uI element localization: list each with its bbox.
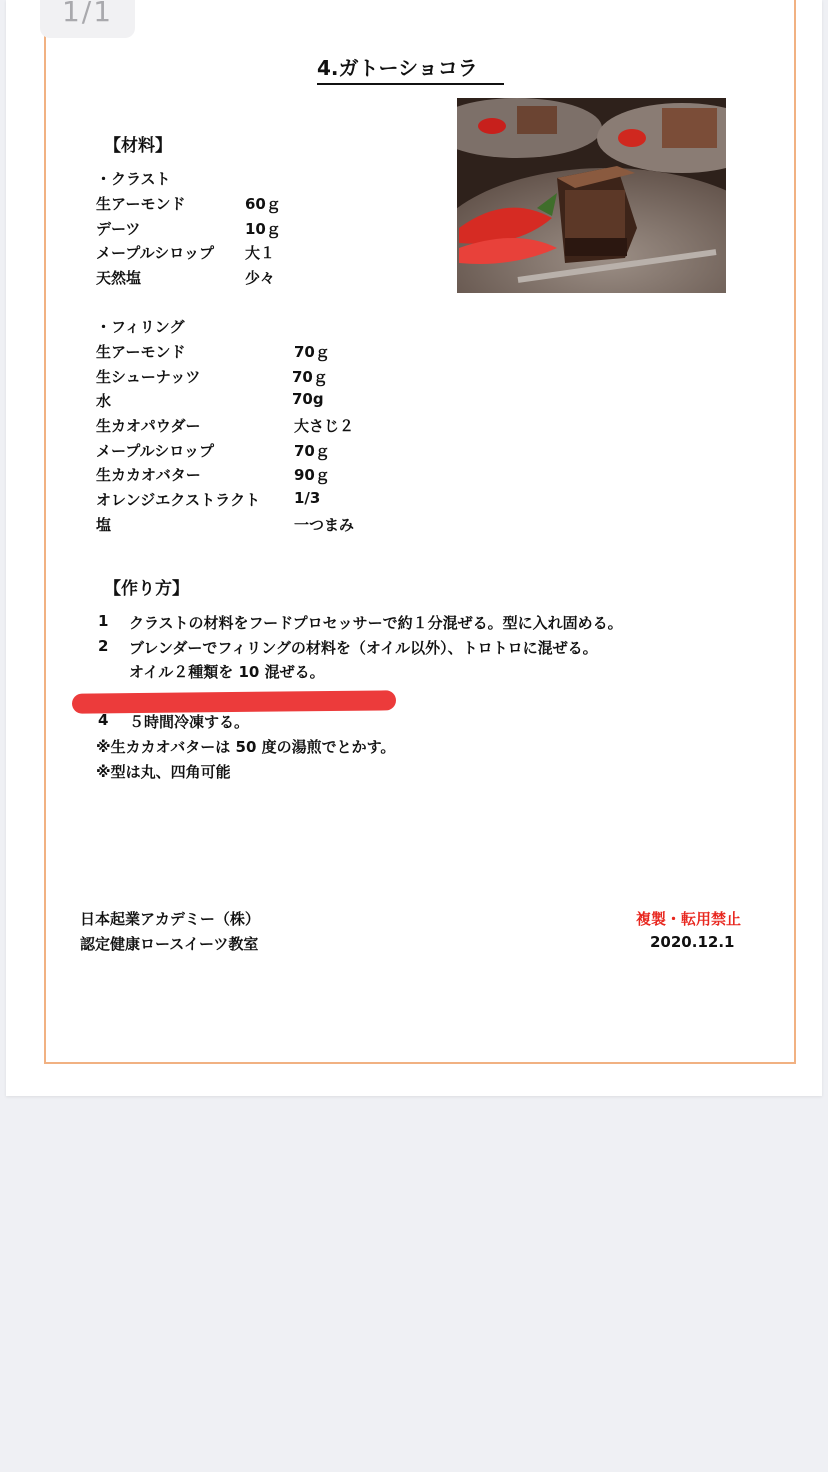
note: ※生カカオバターは 50 度の湯煎でとかす。 [96,738,396,756]
copy-prohibited-warning: 複製・転用禁止 [636,910,742,928]
crust-item-qty: 10ｇ [245,220,281,238]
filling-item-qty: 70ｇ [294,343,330,361]
step-text: クラストの材料をフードプロセッサーで約１分混ぜる。型に入れ固める。 [129,614,623,632]
cake-photo [457,98,726,293]
crust-item-name: メープルシロップ [96,244,214,262]
crust-item-qty: 60ｇ [245,195,281,213]
footer-date: 2020.12.1 [650,933,735,951]
cake-photo-image [457,98,726,293]
filling-item-name: 水 [96,392,112,410]
ingredients-heading: 【材料】 [104,136,172,156]
filling-item-name: 生カオパウダー [96,417,201,435]
filling-item-name: 塩 [96,516,112,534]
note: ※型は丸、四角可能 [96,763,231,781]
step-number: 2 [98,637,109,655]
filling-label: ・フィリング [96,318,185,336]
filling-item-qty: 70ｇ [292,368,328,386]
crust-label: ・クラスト [96,170,171,188]
recipe-title: 4.ガトーショコラ [317,52,504,85]
footer-company: 日本起業アカデミー（株） [80,910,260,928]
step-text: ブレンダーでフィリングの材料を（オイル以外）、トロトロに混ぜる。 [129,639,598,657]
step-text: オイル２種類を 10 混ぜる。 [129,663,325,681]
filling-item-qty: 90ｇ [294,466,330,484]
step-text: ５時間冷凍する。 [129,713,250,731]
crust-item-name: デーツ [96,220,141,238]
filling-item-name: メープルシロップ [96,442,214,460]
filling-item-qty: 大さじ２ [294,417,355,435]
crust-item-qty: 少々 [245,269,276,287]
crust-item-qty: 大１ [245,244,276,262]
filling-item-name: オレンジエクストラクト [96,491,261,509]
crust-item-name: 生アーモンド [96,195,186,213]
filling-item-qty: 70g [292,390,324,408]
step-number: 1 [98,612,109,630]
footer-school: 認定健康ロースイーツ教室 [80,935,259,953]
page-indicator: 1/1 [40,0,135,38]
filling-item-name: 生カカオバター [96,466,201,484]
method-heading: 【作り方】 [104,579,189,599]
crust-item-name: 天然塩 [96,269,142,287]
step-number: 4 [98,711,109,729]
filling-item-qty: 1/3 [294,489,321,507]
filling-item-name: 生シューナッツ [96,368,201,386]
filling-item-qty: 一つまみ [294,516,355,534]
filling-item-name: 生アーモンド [96,343,186,361]
filling-item-qty: 70ｇ [294,442,330,460]
